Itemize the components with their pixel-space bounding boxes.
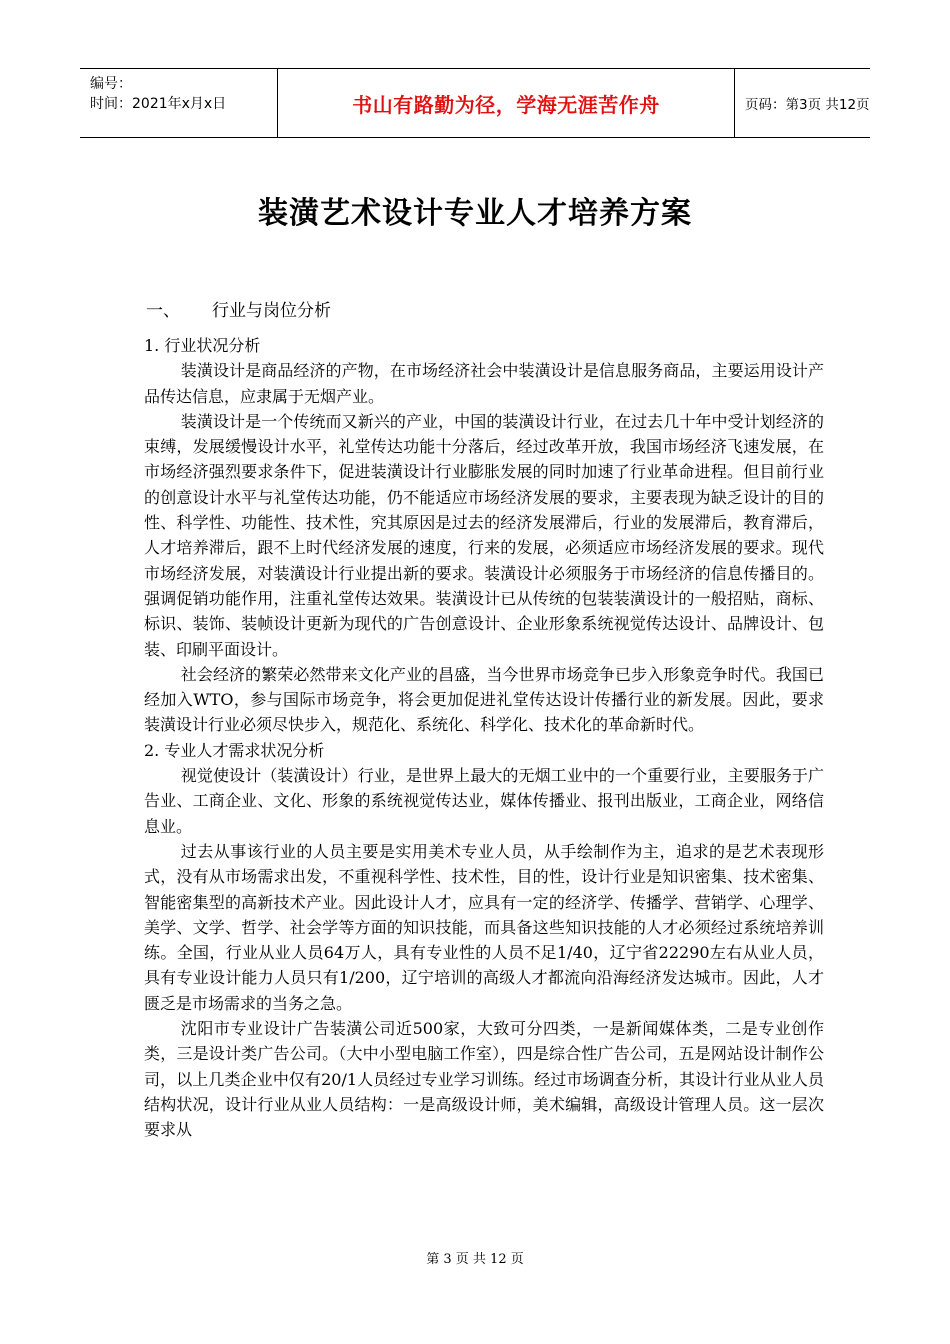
- paragraph: 社会经济的繁荣必然带来文化产业的昌盛，当今世界市场竞争已步入形象竞争时代。我国已经加入WTO，参与国际市场竞争，将会更加促进礼堂传达设计传播行业的新发展。因此，要求装潢设计行业必须尽快步入，规范化、系统化、科学化、技术化的革命新时代。: [144, 664, 824, 735]
- header-meta-cell: [80, 69, 278, 137]
- page-footer: 第 3 页 共 12 页: [426, 1252, 524, 1267]
- document-number-label: 编号：: [90, 76, 132, 92]
- subheading-industry-status: 1. 行业状况分析: [144, 336, 261, 355]
- paragraph: 视觉使设计（装潢设计）行业，是世界上最大的无烟工业中的一个重要行业，主要服务于广告业、工商企业、文化、形象的系统视觉传达业，媒体传播业、报刊出版业，工商企业，网络信息业。: [144, 766, 824, 836]
- document-body: [144, 333, 824, 1143]
- page-header: [80, 68, 870, 138]
- paragraph: 装潢设计是一个传统而又新兴的产业，中国的装潢设计行业，在过去几十年中受计划经济的束缚，发展缓慢设计水平，礼堂传达功能十分落后，经过改革开放，我国市场经济飞速发展，在市场经济强烈要求条件下，促进装潢设计行业膨胀发展的同时加速了行业革命进程。但目前行业的创意设计水平与礼堂传达功能，仍不能适应市场经济发展的要求，主要表现为缺乏设计的目的性、科学性、功能性、技术性，究其原因是过去的经济发展滞后，行业的发展滞后，教育滞后，人才培养滞后，跟不上时代经济发展的速度，行来的发展，必须适应市场经济发展的要求。现代市场经济发展，对装潢设计行业提出新的要求。装潢设计必须服务于市场经济的信息传播目的。强调促销功能作用，注重礼堂传达效果。装潢设计已从传统的包装装潢设计的一般招贴，商标、标识、装饰、装帧设计更新为现代的广告创意设计、企业形象系统视觉传达设计、品牌设计、包装、印刷平面设计。: [144, 411, 824, 659]
- paragraph: 沈阳市专业设计广告装潢公司近500家，大致可分四类，一是新闻媒体类，二是专业创作类，三是设计类广告公司。（大中小型电脑工作室），四是综合性广告公司，五是网站设计制作公司，以上几类企业中仅有20/1人员经过专业学习训练。经过市场调查分析，其设计行业从业人员结构状况，设计行业从业人员结构：一是高级设计师，美术编辑，高级设计管理人员。这一层次要求从: [144, 1019, 824, 1140]
- header-motto-cell: [278, 69, 735, 137]
- header-page-cell: [735, 69, 870, 137]
- paragraph: 过去从事该行业的人员主要是实用美术专业人员，从手绘制作为主，追求的是艺术表现形式，没有从市场需求出发，不重视科学性、技术性，目的性，设计行业是知识密集、技术密集、智能密集型的高新技术产业。因此设计人才，应具有一定的经济学、传播学、营销学、心理学、美学、文学、哲学、社会学等方面的知识技能，而具备这些知识技能的人才必须经过系统培养训练。全国，行业从业人员64万人，具有专业性的人员不足1/40，辽宁省22290左右从业人员，具有专业设计能力人员只有1/200，辽宁培训的高级人才都流向沿海经济发达城市。因此，人才匮乏是市场需求的当务之急。: [144, 841, 824, 1013]
- header-motto: 书山有路勤为径，学海无涯苦作舟: [352, 92, 660, 117]
- document-title: 装潢艺术设计专业人才培养方案: [258, 196, 692, 231]
- subheading-talent-demand: 2. 专业人才需求状况分析: [144, 740, 325, 760]
- section-heading: [146, 296, 331, 321]
- header-page-info: 页码：第3页 共12页: [745, 97, 870, 113]
- section-title: 行业与岗位分析: [212, 301, 331, 321]
- section-number: 一、: [146, 301, 180, 321]
- document-time: 时间：2021年x月x日: [90, 96, 227, 112]
- paragraph: 装潢设计是商品经济的产物，在市场经济社会中装潢设计是信息服务商品，主要运用设计产品传达信息，应隶属于无烟产业。: [144, 361, 824, 406]
